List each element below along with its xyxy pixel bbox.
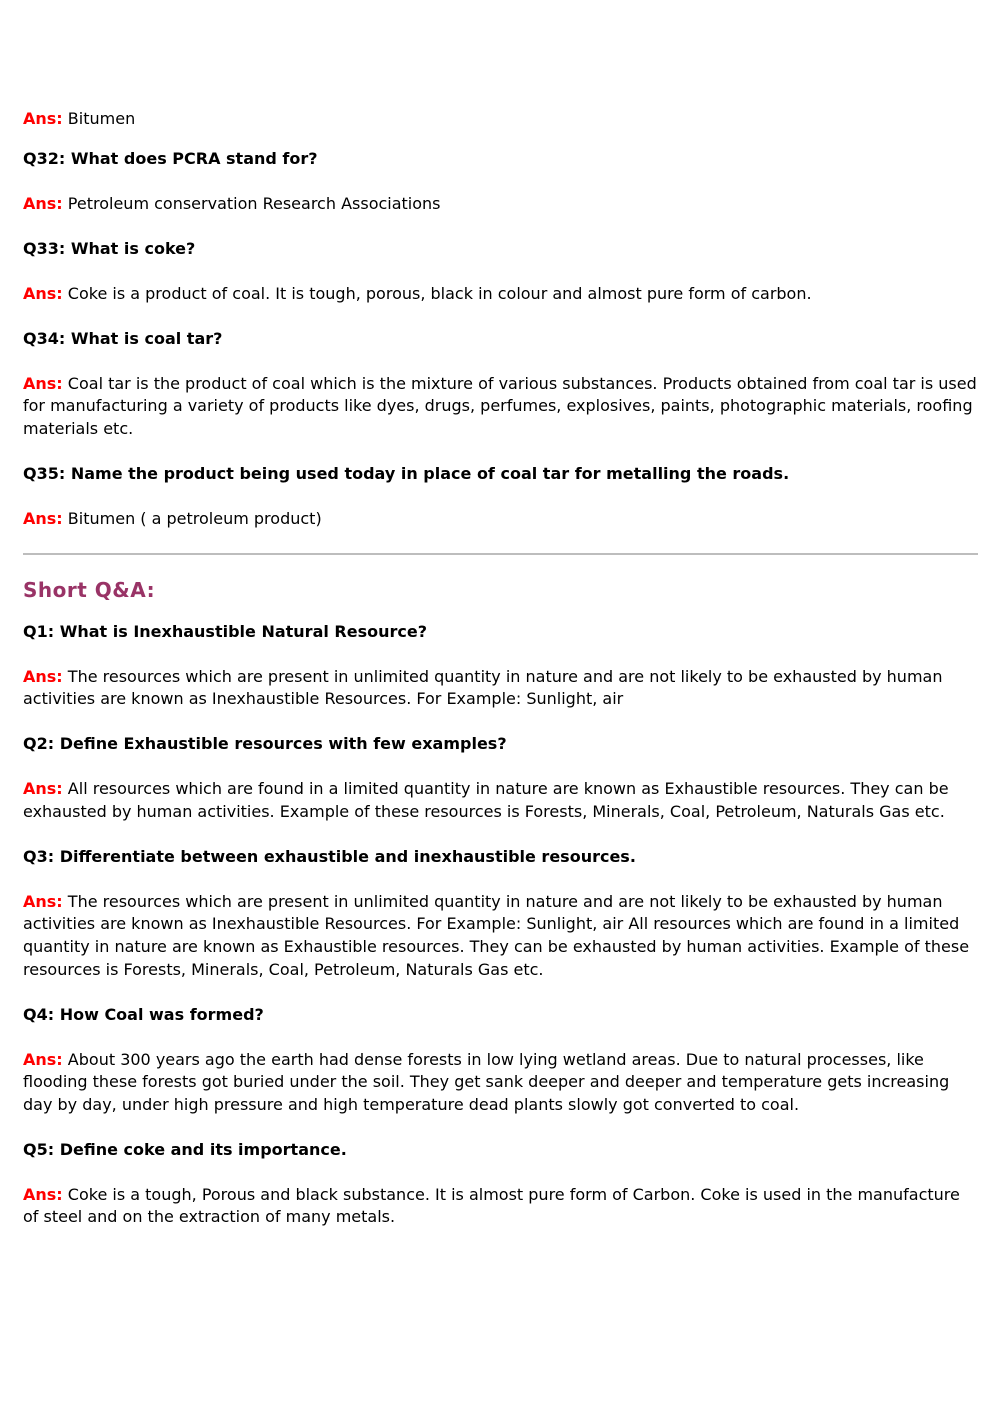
answer	[23, 108, 978, 131]
answer-label: Ans:	[23, 891, 63, 911]
answer-text: The resources which are present in unlimited quantity in nature and are not likely to be exhausted by human activities are known as Inexhaustible Resources. For Example: Sunlight, air	[23, 666, 943, 709]
section-title: Short Q&A:	[23, 577, 156, 602]
answer-text: Petroleum conservation Research Associations	[67, 193, 441, 213]
answer-text: Bitumen	[67, 109, 136, 128]
short-qa-section	[23, 621, 978, 1229]
answer-label: Ans:	[23, 109, 63, 128]
question	[23, 1004, 978, 1027]
answer	[23, 508, 978, 531]
answer-label: Ans:	[23, 193, 63, 213]
answer-text: About 300 years ago the earth had dense forests in low lying wetland areas. Due to natural processes, like flooding these forests got buried under the soil. They get sank deeper and deeper and temperature gets increasing day by day, under high pressure and high temperature dead plants slowly got converted to coal.	[23, 1049, 950, 1114]
answer	[23, 193, 978, 216]
answer	[23, 778, 978, 823]
answer-text: Bitumen ( a petroleum product)	[67, 508, 322, 528]
question	[23, 463, 978, 486]
question	[23, 846, 978, 869]
question	[23, 733, 978, 756]
answer-label: Ans:	[23, 508, 63, 528]
question-text: Q5: Define coke and its importance.	[23, 1139, 347, 1159]
answer-label: Ans:	[23, 373, 63, 393]
answer	[23, 891, 978, 981]
question-text: Q32: What does PCRA stand for?	[23, 148, 318, 168]
question-text: Q33: What is coke?	[23, 238, 196, 258]
question	[23, 328, 978, 351]
answer-text: Coke is a product of coal. It is tough, porous, black in colour and almost pure form of carbon.	[67, 283, 812, 303]
answer-text: Coal tar is the product of coal which is the mixture of various substances. Products obtained from coal tar is used for manufacturing a variety of products like dyes, drugs, perfumes, explosives, paints, photographic materials, roofing materials etc.	[23, 373, 977, 438]
answer-label: Ans:	[23, 1184, 63, 1204]
question	[23, 1139, 978, 1162]
answer-text: All resources which are found in a limited quantity in nature are known as Exhaustible resources. They can be exhausted by human activities. Example of these resources is Forests, Minerals, Coal, Petroleum, Naturals Gas etc.	[23, 779, 949, 821]
answer-label: Ans:	[23, 779, 63, 799]
question	[23, 148, 978, 171]
answer-label: Ans:	[23, 666, 63, 686]
question-text: Q3: Differentiate between exhaustible and inexhaustible resources.	[23, 846, 636, 866]
question-text: Q34: What is coal tar?	[23, 328, 223, 348]
question-text: Q1: What is Inexhaustible Natural Resource?	[23, 621, 427, 641]
document-body	[23, 108, 978, 1251]
answer	[23, 1049, 978, 1117]
answer-label: Ans:	[23, 1049, 63, 1069]
question-text: Q35: Name the product being used today in place of coal tar for metalling the roads.	[23, 463, 790, 483]
answer	[23, 373, 978, 441]
previous-qa-section	[23, 108, 978, 530]
section-divider	[23, 553, 978, 555]
question	[23, 621, 978, 644]
question-text: Q4: How Coal was formed?	[23, 1004, 264, 1024]
answer	[23, 283, 978, 306]
answer-label: Ans:	[23, 283, 63, 303]
question-text: Q2: Define Exhaustible resources with few examples?	[23, 734, 507, 754]
answer-text: The resources which are present in unlimited quantity in nature and are not likely to be exhausted by human activities are known as Inexhaustible Resources. For Example: Sunlight, air All resources which are found in a limited quantity in nature are known as Exhaustible resources. They can be exhausted by human activities. Example of these resources is Forests, Minerals, Coal, Petroleum, Naturals Gas etc.	[23, 891, 970, 979]
question	[23, 238, 978, 261]
answer	[23, 1184, 978, 1229]
answer-text: Coke is a tough, Porous and black substance. It is almost pure form of Carbon. Coke is used in the manufacture of steel and on the extraction of many metals.	[23, 1184, 960, 1227]
answer	[23, 666, 978, 711]
